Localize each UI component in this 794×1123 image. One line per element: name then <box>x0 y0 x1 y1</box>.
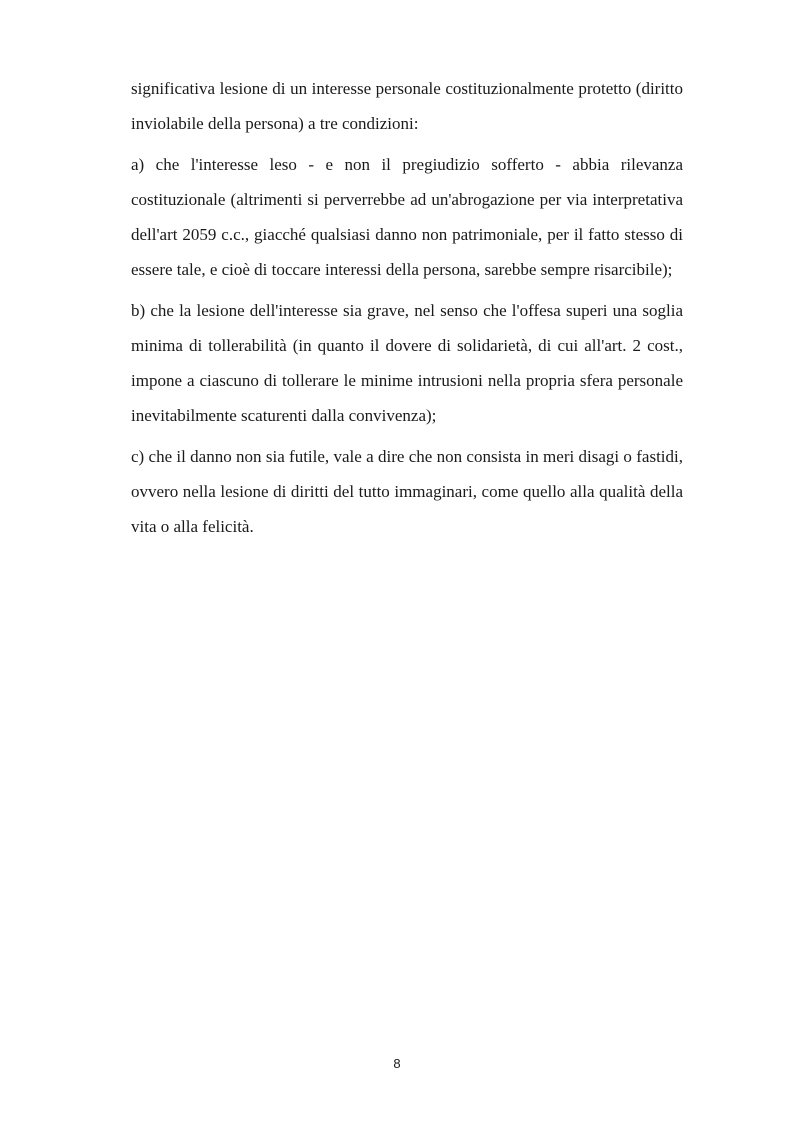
paragraph-intro: significativa lesione di un interesse personale costituzionalmente protetto (diritto inviolabile della persona) a tre condizioni: <box>131 79 683 133</box>
page-number: 8 <box>393 1056 401 1071</box>
body-text <box>131 71 683 544</box>
paragraph-condition-a: a) che l'interesse leso - e non il pregiudizio sofferto - abbia rilevanza costituzionale (altrimenti si perverrebbe ad un'abrogazione per via interpretativa dell'art 2059 c.c., giacché qualsiasi danno non patrimoniale, per il fatto stesso di essere tale, e cioè di toccare interessi della persona, sarebbe sempre risarcibile); <box>131 155 683 279</box>
paragraph-condition-b: b) che la lesione dell'interesse sia grave, nel senso che l'offesa superi una soglia minima di tollerabilità (in quanto il dovere di solidarietà, di cui all'art. 2 cost., impone a ciascuno di tollerare le minime intrusioni nella propria sfera personale inevitabilmente scaturenti dalla convivenza); <box>131 301 683 425</box>
paragraph-condition-c: c) che il danno non sia futile, vale a dire che non consista in meri disagi o fastidi, ovvero nella lesione di diritti del tutto immaginari, come quello alla qualità della vita o alla felicità. <box>131 447 683 536</box>
